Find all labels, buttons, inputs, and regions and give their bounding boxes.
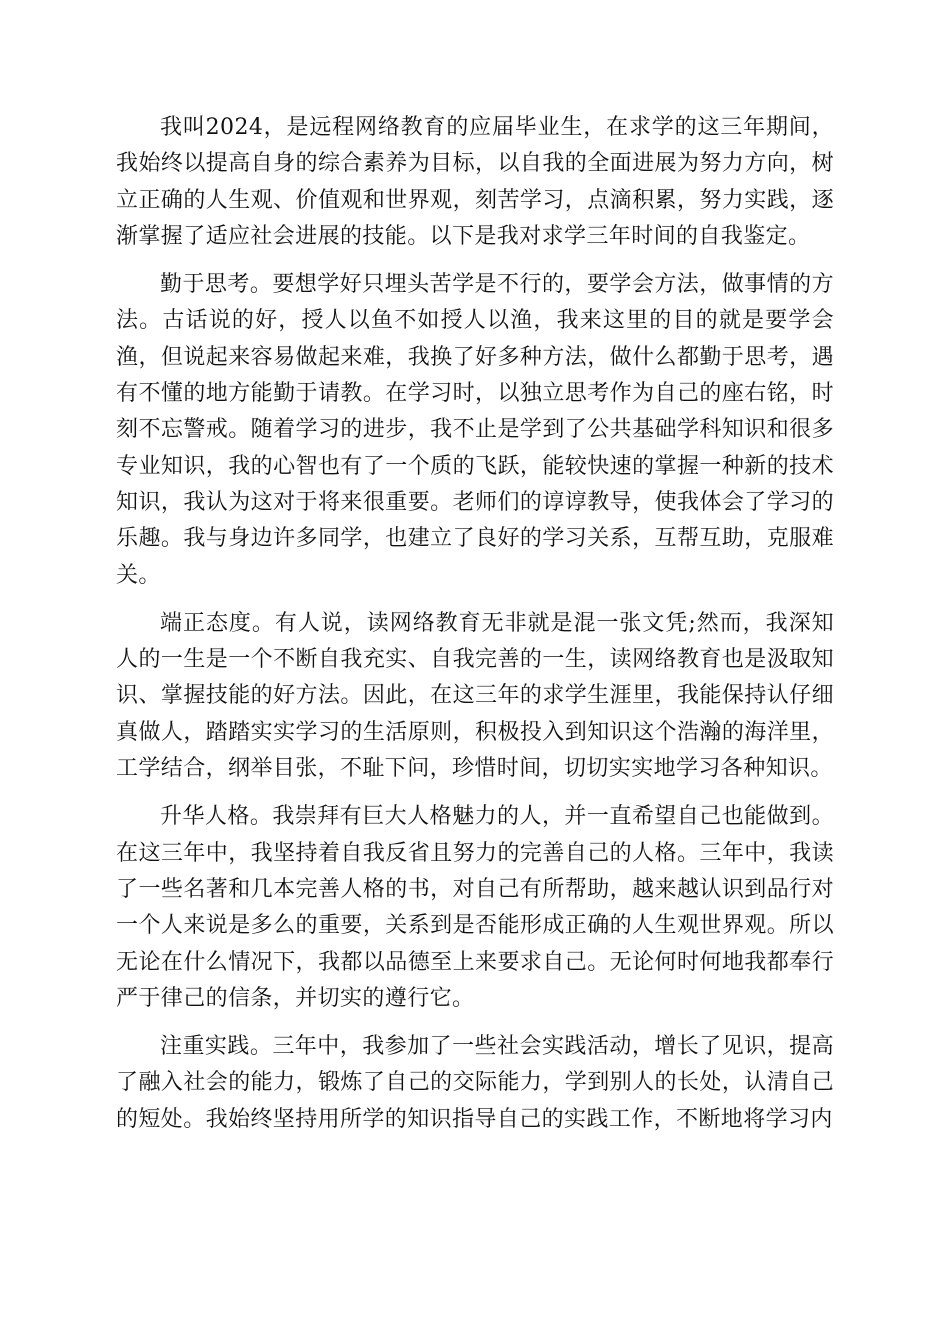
paragraph-practice: 注重实践。三年中，我参加了一些社会实践活动，增长了见识，提高了融入社会的能力，锻炼了自己的交际能力，学到别人的长处，认清自己的短处。我始终坚持用所学的知识指导自己的实践工作，不断地将学习内	[116, 1034, 834, 1132]
paragraph-attitude: 端正态度。有人说，读网络教育无非就是混一张文凭;然而，我深知人的一生是一个不断自我充实、自我完善的一生，读网络教育也是汲取知识、掌握技能的好方法。因此，在这三年的求学生涯里，我能保持认仔细真做人，踏踏实实学习的生活原则，积极投入到知识这个浩瀚的海洋里，工学结合，纲举目张，不耻下问，珍惜时间，切切实实地学习各种知识。	[116, 610, 834, 782]
paragraph-character: 升华人格。我崇拜有巨大人格魅力的人，并一直希望自己也能做到。在这三年中，我坚持着自我反省且努力的完善自己的人格。三年中，我读了一些名著和几本完善人格的书，对自己有所帮助，越来越认识到品行对一个人来说是多么的重要，关系到是否能形成正确的人生观世界观。所以无论在什么情况下，我都以品德至上来要求自己。无论何时何地我都奉行严于律己的信条，并切实的遵行它。	[116, 804, 834, 1011]
paragraph-intro: 我叫2024，是远程网络教育的应届毕业生，在求学的这三年期间，我始终以提高自身的综合素养为目标，以自我的全面进展为努力方向，树立正确的人生观、价值观和世界观，刻苦学习，点滴积累，努力实践，逐渐掌握了适应社会进展的技能。以下是我对求学三年时间的自我鉴定。	[116, 115, 834, 249]
paragraph-thinking: 勤于思考。要想学好只埋头苦学是不行的，要学会方法，做事情的方法。古话说的好，授人以鱼不如授人以渔，我来这里的目的就是要学会渔，但说起来容易做起来难，我换了好多种方法，做什么都勤于思考，遇有不懂的地方能勤于请教。在学习时，以独立思考作为自己的座右铭，时刻不忘警戒。随着学习的进步，我不止是学到了公共基础学科知识和很多专业知识，我的心智也有了一个质的飞跃，能较快速的掌握一种新的技术知识，我认为这对于将来很重要。老师们的谆谆教导，使我体会了学习的乐趣。我与身边许多同学，也建立了良好的学习关系，互帮互助，克服难关。	[116, 272, 834, 588]
document-body	[116, 110, 834, 1150]
